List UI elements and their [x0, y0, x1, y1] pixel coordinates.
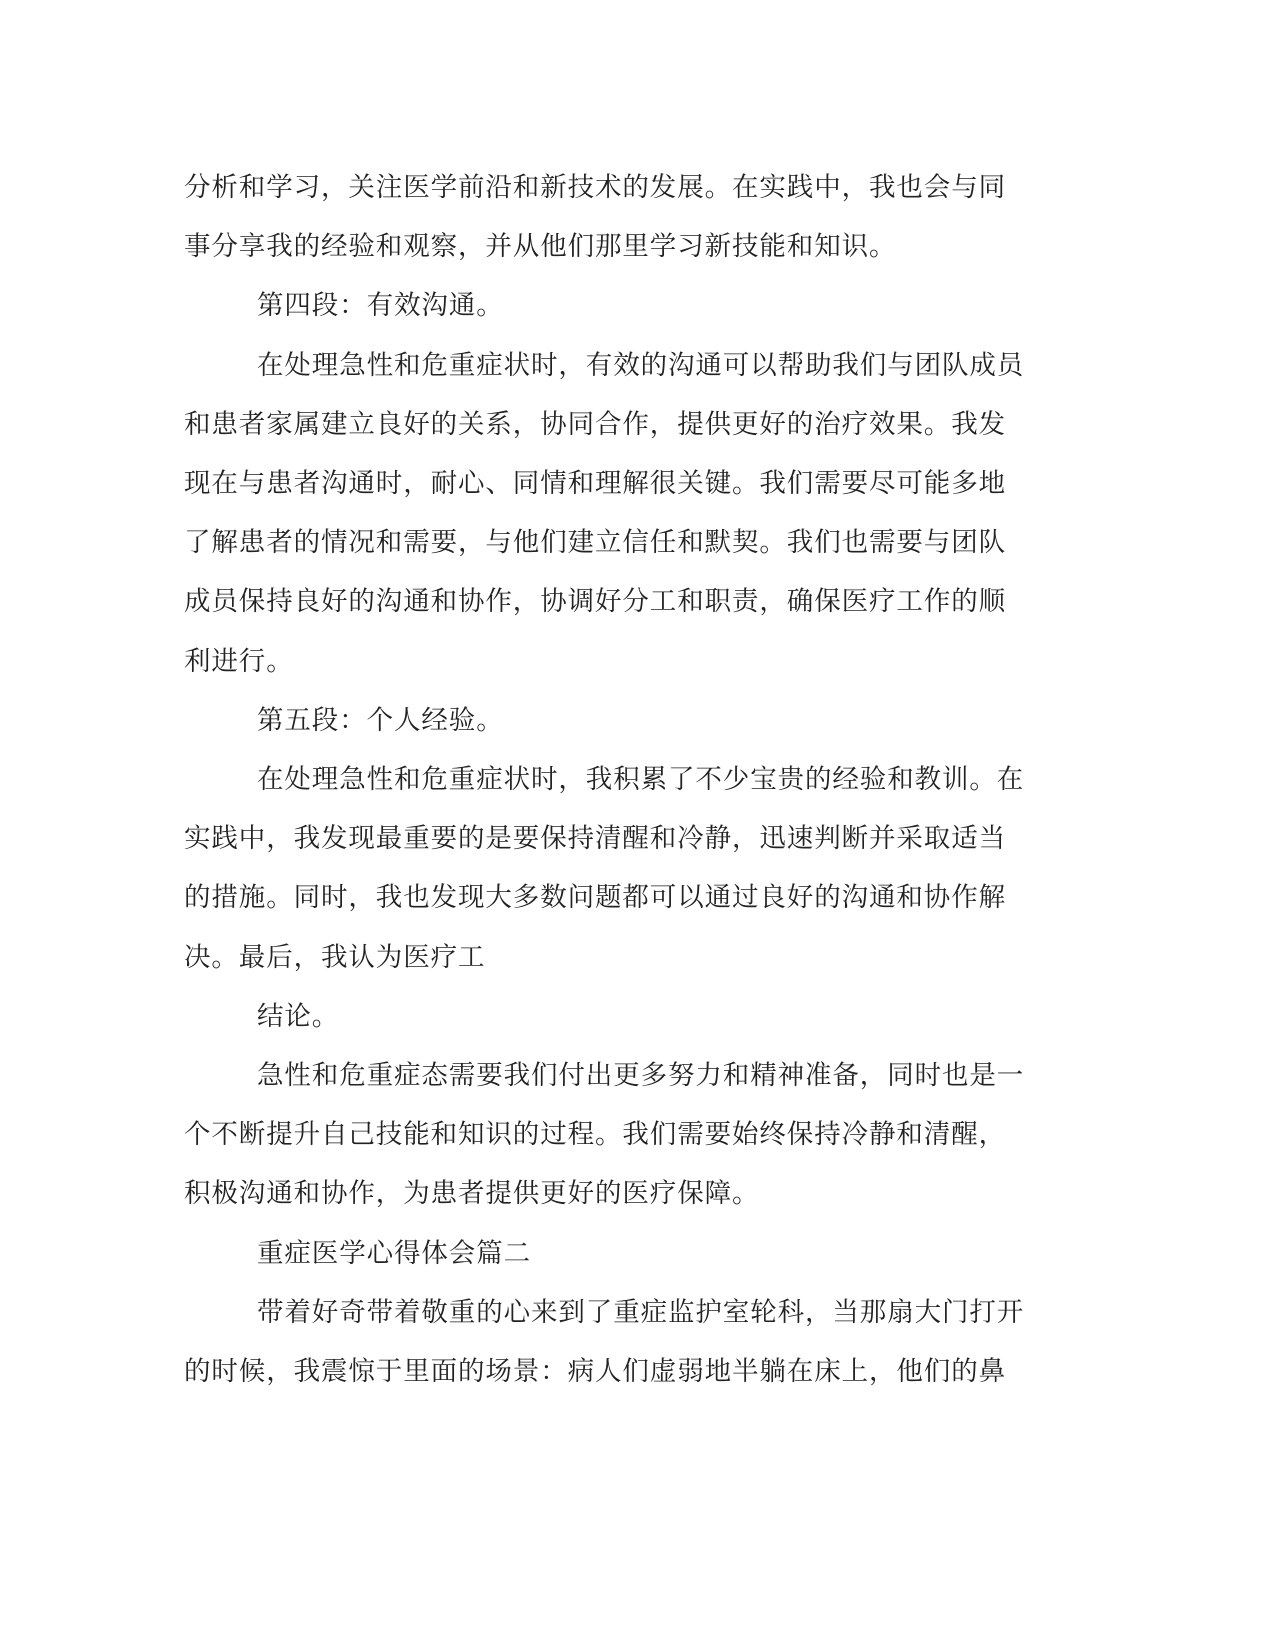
text-line: 在处理急性和危重症状时，我积累了不少宝贵的经验和教训。在	[257, 764, 1025, 796]
paragraph-conclusion	[184, 1046, 1044, 1224]
text-line: 急性和危重症态需要我们付出更多努力和精神准备，同时也是一	[257, 1060, 1025, 1092]
text-line: 现在与患者沟通时，耐心、同情和理解很关键。我们需要尽可能多地	[184, 468, 1006, 500]
text-line: 事分享我的经验和观察，并从他们那里学习新技能和知识。	[184, 231, 897, 263]
heading-text: 第四段：有效沟通。	[257, 290, 504, 322]
text-line: 了解患者的情况和需要，与他们建立信任和默契。我们也需要与团队	[184, 527, 1006, 559]
section-heading-conclusion	[184, 987, 1044, 1046]
text-line: 带着好奇带着敬重的心来到了重症监护室轮科，当那扇大门打开	[257, 1296, 1025, 1328]
paragraph-continuation	[184, 158, 1044, 276]
document-body	[184, 158, 1044, 1401]
text-line: 的措施。同时，我也发现大多数问题都可以通过良好的沟通和协作解	[184, 882, 1006, 914]
text-line: 利进行。	[184, 645, 294, 677]
paragraph-icu-intro	[184, 1283, 1044, 1401]
text-line: 的时候，我震惊于里面的场景：病人们虚弱地半躺在床上，他们的鼻	[184, 1356, 1006, 1388]
heading-text: 第五段：个人经验。	[257, 704, 504, 736]
text-line: 分析和学习，关注医学前沿和新技术的发展。在实践中，我也会与同	[184, 172, 1006, 203]
text-line: 在处理急性和危重症状时，有效的沟通可以帮助我们与团队成员	[257, 349, 1025, 381]
text-line: 积极沟通和协作，为患者提供更好的医疗保障。	[184, 1178, 760, 1210]
text-line: 实践中，我发现最重要的是要保持清醒和冷静，迅速判断并采取适当	[184, 823, 1006, 855]
heading-text: 重症医学心得体会篇二	[257, 1237, 531, 1269]
article-title-part-two	[184, 1224, 1044, 1283]
section-heading-5	[184, 691, 1044, 750]
text-line: 成员保持良好的沟通和协作，协调好分工和职责，确保医疗工作的顺	[184, 586, 1006, 618]
text-line: 个不断提升自己技能和知识的过程。我们需要始终保持冷静和清醒，	[184, 1119, 1006, 1151]
text-line: 和患者家属建立良好的关系，协同合作，提供更好的治疗效果。我发	[184, 408, 1006, 440]
text-line: 决。最后，我认为医疗工	[184, 941, 486, 973]
section-heading-4	[184, 276, 1044, 335]
heading-text: 结论。	[257, 1000, 340, 1032]
paragraph-communication	[184, 336, 1044, 691]
paragraph-experience	[184, 750, 1044, 987]
